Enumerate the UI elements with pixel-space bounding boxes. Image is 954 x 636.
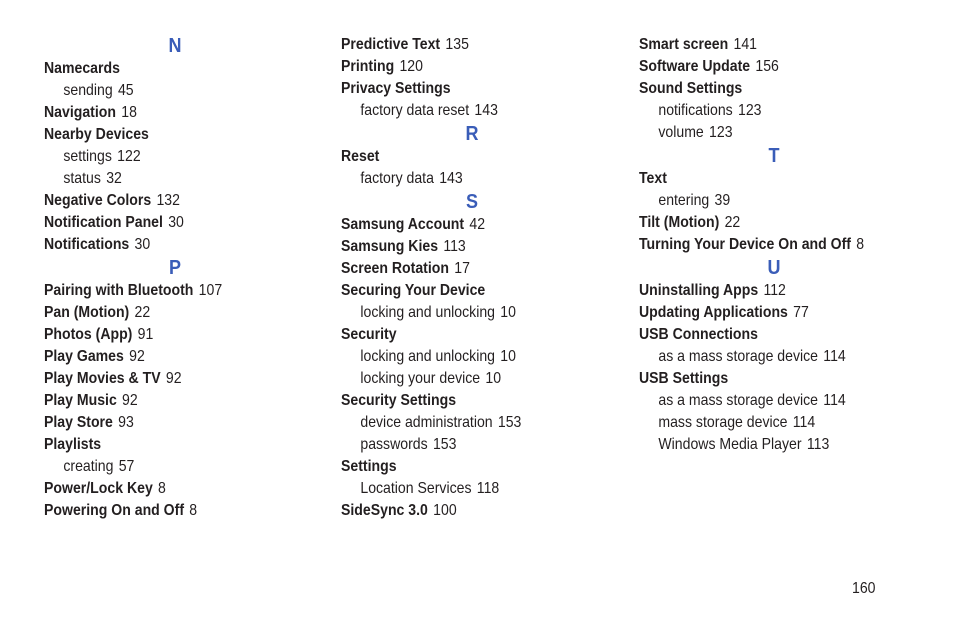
page-reference[interactable]: 132 [156, 192, 180, 209]
page-reference[interactable]: 123 [709, 124, 733, 141]
page-reference[interactable]: 143 [474, 102, 498, 119]
index-subentry [639, 100, 877, 122]
index-term: Sound Settings [639, 80, 743, 97]
index-subentry [44, 168, 275, 190]
index-entry [639, 212, 877, 234]
page-reference[interactable]: 10 [485, 370, 502, 387]
page-reference[interactable]: 30 [168, 214, 184, 231]
index-term: passwords [360, 436, 428, 453]
section-letter: R [465, 123, 479, 145]
page-reference[interactable]: 118 [476, 480, 500, 497]
index-entry [44, 190, 275, 212]
page-reference[interactable]: 141 [733, 36, 758, 53]
index-entry [639, 34, 877, 56]
index-term: Text [639, 170, 667, 187]
page-reference[interactable]: 18 [121, 104, 137, 121]
index-subentry [639, 190, 877, 212]
index-entry [44, 102, 275, 124]
index-term: Navigation [44, 104, 116, 121]
index-subentry [341, 412, 572, 434]
index-term: Namecards [44, 60, 120, 77]
index-term: Updating Applications [639, 304, 788, 321]
index-term: Play Store [44, 414, 113, 431]
index-entry [44, 368, 275, 390]
index-column-3 [639, 34, 909, 456]
index-term: settings [63, 148, 112, 165]
index-term: Negative Colors [44, 192, 152, 209]
index-term: entering [658, 192, 710, 209]
page-reference[interactable]: 113 [443, 238, 466, 255]
page-reference[interactable]: 107 [198, 282, 223, 299]
index-entry [44, 302, 275, 324]
section-letter: U [767, 257, 781, 279]
index-subentry [639, 346, 877, 368]
index-column-2 [341, 34, 603, 522]
index-entry [639, 280, 877, 302]
index-term: creating [63, 458, 114, 475]
index-term: sending [63, 82, 113, 99]
index-entry [44, 324, 275, 346]
page-reference[interactable]: 153 [497, 414, 522, 431]
page-reference[interactable]: 100 [433, 502, 457, 519]
index-entry [639, 302, 877, 324]
page-reference[interactable]: 92 [129, 348, 145, 365]
page-reference[interactable]: 22 [134, 304, 151, 321]
index-entry [44, 280, 275, 302]
index-term: Security [341, 326, 397, 343]
index-entry [44, 478, 275, 500]
page-reference[interactable]: 91 [137, 326, 154, 343]
index-term: Location Services [360, 480, 472, 497]
page-reference[interactable]: 39 [714, 192, 731, 209]
index-term: Notifications [44, 236, 130, 253]
index-entry [639, 78, 877, 100]
page-reference[interactable]: 93 [118, 414, 134, 431]
index-entry [341, 280, 572, 302]
page-reference[interactable]: 143 [439, 170, 463, 187]
index-term: as a mass storage device [658, 348, 819, 365]
index-subentry [341, 168, 572, 190]
index-term: Settings [341, 458, 397, 475]
index-term: Play Movies & TV [44, 370, 161, 387]
index-term: Playlists [44, 436, 102, 453]
index-term: status [63, 170, 101, 187]
index-subentry [44, 146, 275, 168]
page-reference[interactable]: 10 [500, 348, 516, 365]
index-term: Pairing with Bluetooth [44, 282, 194, 299]
index-subentry [639, 434, 877, 456]
page-reference[interactable]: 156 [755, 58, 779, 75]
index-subentry [44, 456, 275, 478]
page-reference[interactable]: 122 [117, 148, 141, 165]
page-reference[interactable]: 17 [454, 260, 470, 277]
index-subentry [341, 478, 572, 500]
index-subentry [341, 100, 572, 122]
index-term: Predictive Text [341, 36, 441, 53]
index-entry [44, 212, 275, 234]
index-term: device administration [360, 414, 493, 431]
index-entry [44, 412, 275, 434]
page-reference[interactable]: 112 [763, 282, 786, 299]
index-term: Windows Media Player [658, 436, 802, 453]
index-term: Securing Your Device [341, 282, 486, 299]
page-reference[interactable]: 8 [189, 502, 198, 519]
page-reference[interactable]: 113 [806, 436, 830, 453]
index-subentry [341, 368, 572, 390]
index-subentry [44, 80, 275, 102]
section-letter: S [465, 191, 479, 213]
index-term: Nearby Devices [44, 126, 149, 143]
index-entry [341, 456, 572, 478]
index-term: USB Settings [639, 370, 729, 387]
index-term: Power/Lock Key [44, 480, 153, 497]
page-reference[interactable]: 114 [823, 392, 846, 409]
index-term: mass storage device [658, 414, 788, 431]
page-reference[interactable]: 45 [117, 82, 134, 99]
index-column-1 [44, 34, 306, 522]
index-term: Play Music [44, 392, 117, 409]
page-reference[interactable]: 77 [793, 304, 809, 321]
page-reference[interactable]: 92 [165, 370, 182, 387]
index-entry [44, 500, 275, 522]
page-reference[interactable]: 135 [445, 36, 469, 53]
index-subentry [639, 412, 877, 434]
index-term: USB Connections [639, 326, 758, 343]
index-term: Security Settings [341, 392, 457, 409]
page-number: 160 [852, 580, 876, 597]
page-reference[interactable]: 32 [106, 170, 122, 187]
index-entry [44, 390, 275, 412]
index-entry [341, 78, 572, 100]
index-term: as a mass storage device [658, 392, 819, 409]
page-reference[interactable]: 120 [399, 58, 423, 75]
page-reference[interactable]: 22 [724, 214, 741, 231]
section-letter: P [168, 257, 182, 279]
index-term: locking and unlocking [360, 348, 495, 365]
index-term: Notification Panel [44, 214, 163, 231]
index-entry [44, 346, 275, 368]
index-term: Play Games [44, 348, 124, 365]
index-term: Photos (App) [44, 326, 133, 343]
page-reference[interactable]: 92 [122, 392, 138, 409]
index-term: Reset [341, 148, 380, 165]
index-entry [341, 214, 572, 236]
index-term: Privacy Settings [341, 80, 451, 97]
page-reference[interactable]: 153 [432, 436, 457, 453]
index-entry [639, 368, 877, 390]
index-term: factory data [360, 170, 434, 187]
index-subentry [639, 390, 877, 412]
index-entry [341, 390, 572, 412]
page-reference[interactable]: 114 [792, 414, 816, 431]
index-term: locking your device [360, 370, 481, 387]
index-entry [44, 434, 275, 456]
page-reference[interactable]: 30 [134, 236, 151, 253]
section-letter: N [168, 35, 182, 57]
index-term: Pan (Motion) [44, 304, 130, 321]
index-term: Screen Rotation [341, 260, 449, 277]
section-letter: T [768, 145, 780, 167]
index-entry [639, 56, 877, 78]
index-term: Software Update [639, 58, 751, 75]
index-entry [639, 324, 877, 346]
index-subentry [341, 302, 572, 324]
index-entry [44, 234, 275, 256]
index-term: Uninstalling Apps [639, 282, 759, 299]
page-reference[interactable]: 114 [823, 348, 846, 365]
page-reference[interactable]: 57 [118, 458, 135, 475]
index-term: locking and unlocking [360, 304, 495, 321]
page-reference[interactable]: 8 [856, 236, 865, 253]
page-reference[interactable]: 42 [469, 216, 486, 233]
index-entry [341, 258, 572, 280]
index-term: factory data reset [360, 102, 470, 119]
index-term: Smart screen [639, 36, 729, 53]
index-entry [44, 124, 275, 146]
index-entry [341, 500, 572, 522]
index-entry [639, 168, 877, 190]
index-subentry [639, 122, 877, 144]
index-entry [341, 146, 572, 168]
index-entry [639, 234, 877, 256]
index-term: Samsung Account [341, 216, 465, 233]
index-entry [44, 58, 275, 80]
index-term: SideSync 3.0 [341, 502, 428, 519]
index-entry [341, 236, 572, 258]
index-entry [341, 34, 572, 56]
index-term: notifications [658, 102, 733, 119]
page-reference[interactable]: 10 [500, 304, 516, 321]
index-subentry [341, 434, 572, 456]
index-term: Turning Your Device On and Off [639, 236, 851, 253]
index-term: Powering On and Off [44, 502, 185, 519]
page-reference[interactable]: 8 [158, 480, 166, 497]
index-term: volume [658, 124, 704, 141]
index-term: Samsung Kies [341, 238, 439, 255]
page-reference[interactable]: 123 [738, 102, 762, 119]
index-entry [341, 324, 572, 346]
index-term: Tilt (Motion) [639, 214, 720, 231]
index-subentry [341, 346, 572, 368]
index-term: Printing [341, 58, 395, 75]
index-entry [341, 56, 572, 78]
